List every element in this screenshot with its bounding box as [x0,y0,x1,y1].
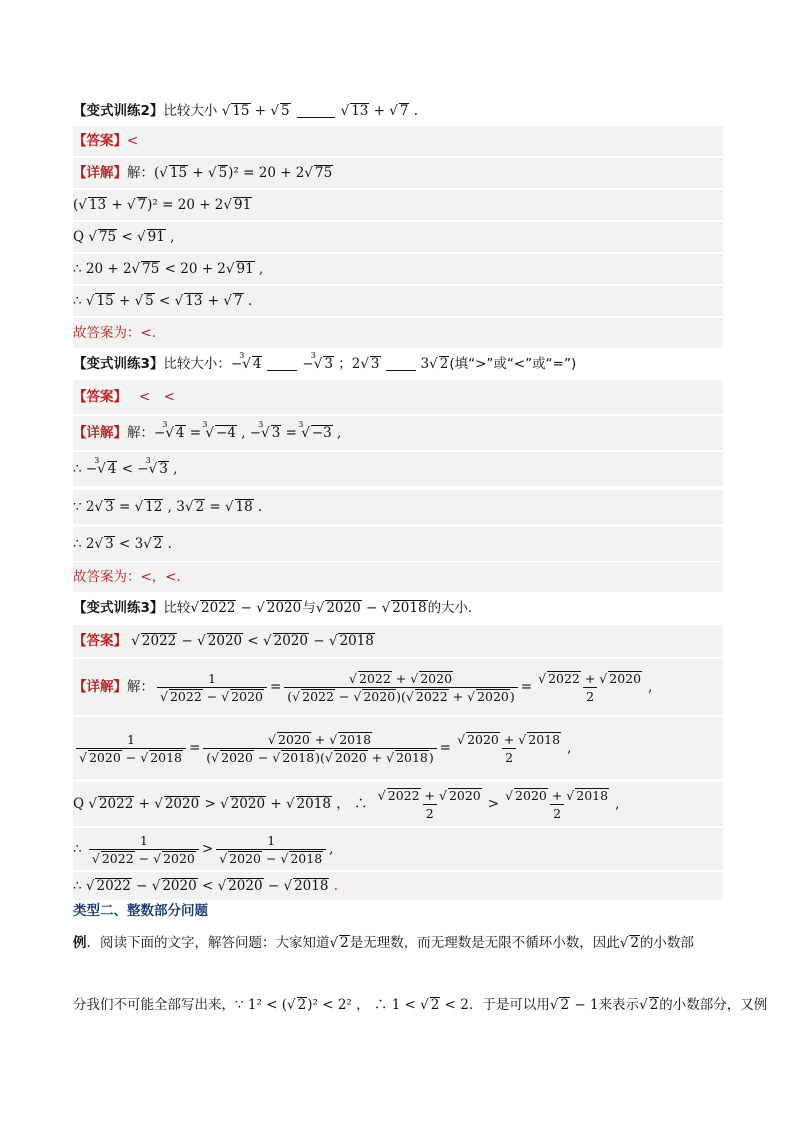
solve-label: 解： [127,424,154,441]
problem-3-prompt-end: 的大小． [427,600,482,616]
problem-3-detail-5 [73,872,723,900]
problem-1-prompt: 比较大小 [163,103,218,119]
problem-2-title-line [73,351,723,372]
section-heading: 类型二、整数部分问题 [73,903,208,919]
math-inline: √ 2 [619,935,639,951]
problem-1-detail-5 [73,286,723,316]
problem-3-detail-4: ∴ $\frac{1}{√ 2022 - √ 2020}$ > $\frac{1}{√ 2020 - √ 2018}$ , [73,828,723,870]
problem-2-conclusion [73,562,723,592]
math-line: ∵ 2√ 3 = √ 12 , 3√ 2 = √ 18 . [73,498,263,515]
problem-1-detail-3 [73,222,723,252]
math-line: (√ 13 + √ 7)² = 20 + 2√ 91 [73,196,252,213]
problem-2-detail-2 [73,452,723,486]
problem-2-prompt: 比较大小： [163,356,231,372]
problem-2-detail-3 [73,490,723,524]
math-inline: √ 2 [639,997,659,1013]
fraction: $\frac{1}{√ 2022 - √ 2020}$ [89,833,199,866]
problem-1-title-line [73,103,723,119]
fraction: $\frac{√ 2020 + √ 2018}{2}$ [505,787,609,821]
solve-label: 解： [127,164,154,181]
problem-2-answer [73,380,723,414]
expr-3: − 3 √ 4 [230,351,262,372]
answer-blank [267,358,297,371]
conclusion: 故答案为：<，<． [73,568,191,585]
problem-1-answer [73,126,723,156]
example-text-6: 来表示 [598,997,640,1013]
math-line: − 3 √ 4 = 3 √ −4 , − 3 √ 3 = 3 √ −3 , [154,419,342,441]
expr-1: √ 15 + √ 5 [217,103,290,119]
problem-1-conclusion [73,318,723,348]
math-inline: √ 2 [329,935,349,951]
problem-2-detail-4 [73,527,723,561]
example-text-7: 的小数部分，又例 [659,997,768,1013]
answer-label: 【答案】 [73,388,127,405]
math-line: ∴ [73,840,86,857]
fraction: $\frac{√ 2022 + √ 2020}{2}$ [538,670,642,704]
expr-6: √ 2022 − √ 2020 [190,600,302,616]
detail-label: 【详解】 [73,164,127,181]
example-text-3: 的小数部 [639,935,694,951]
math-inline: √ 2 − 1 [549,997,599,1013]
problem-2-hint: (填“>”或“<”或“=”) [449,356,577,372]
fraction: $\frac{1}{√ 2020 - √ 2018}$ [216,833,326,866]
math-line: Q √ 2022 + √ 2020 > √ 2020 + √ 2018 ， ∴ [73,795,372,812]
problem-1-detail-4 [73,254,723,284]
detail-label: 【详解】 [73,678,127,695]
problem-3-title-line [73,600,723,616]
answer-value: < [127,132,139,149]
math-line: ∴ − 3 √ 4 < − 3 √ 3 , [73,455,178,477]
math-line: ∴ √ 15 + √ 5 < √ 13 + √ 7 . [73,292,253,309]
math-line: Q √ 75 < √ 91 , [73,228,175,245]
answer-label: 【答案】 [73,132,127,149]
example-label: 例 [73,935,87,951]
fraction: $\frac{√ 2022 + √ 2020}{(√ 2022 - √ 2020)(√ 2022 + √ 2020)}$ [284,671,517,704]
detail-label: 【详解】 [73,424,127,441]
answer-blank [297,105,335,118]
example-line-2 [73,997,768,1013]
answer-value: < < [139,388,176,405]
fraction: $\frac{1}{√ 2020 - √ 2018}$ [76,732,186,765]
answer-value: √ 2022 − √ 2020 < √ 2020 − √ 2018 [127,632,374,649]
expr-7: √ 2020 − √ 2018 [315,600,427,616]
example-text-4: 分我们不可能全部写出来， [73,997,235,1013]
fraction: $\frac{1}{√ 2022 - √ 2020}$ [157,671,267,704]
answer-label: 【答案】 [73,632,127,649]
problem-3-detail-3: Q √ 2022 + √ 2020 > √ 2020 + √ 2018 ， ∴ $\frac{√ 2022 + √ 2020}{2}$ > $\frac{√ 2020 + √ 2018}{2}$ , [73,782,723,826]
fraction: $\frac{√ 2020 + √ 2018}{(√ 2020 - √ 2018)(√ 2020 + √ 2018)}$ [203,732,436,765]
answer-blank [386,358,416,371]
math-inline: ∵ 1² < (√ 2)² < 2² ， ∴ 1 < √ 2 < 2 [235,997,469,1013]
problem-3-detail-2: $\frac{1}{√ 2020 - √ 2018}$ = $\frac{√ 2020 + √ 2018}{(√ 2020 - √ 2018)(√ 2020 + √ 2018)}$ = $\frac{√ 2020 + √ 2018}{2}$ , [73,717,723,779]
fraction: $\frac{√ 2020 + √ 2018}{2}$ [457,731,561,765]
conclusion: 故答案为：<． [73,324,166,341]
math-line: ∴ 2√ 3 < 3√ 2 . [73,535,172,552]
solve-label: 解： [127,678,154,695]
expr-4: − 3 √ 3 ；2√ 3 [302,351,380,372]
expr-5: 3√ 2 [420,356,449,372]
example-text-1: ．阅读下面的文字，解答问题：大家知道 [86,935,330,951]
problem-3-answer [73,625,723,657]
math-line: ∴ √ 2022 − √ 2020 < √ 2020 − √ 2018 . [73,877,339,894]
math-line: ∴ 20 + 2√ 75 < 20 + 2√ 91 , [73,260,264,277]
problem-3-detail-1: 【详解】 解： $\frac{1}{√ 2022 - √ 2020}$ = $\frac{√ 2022 + √ 2020}{(√ 2022 - √ 2020)(√ 2022 + √ 2020)}$ = $\frac{√ 2022 + √ 2020}{2}$ , [73,659,723,715]
problem-3-prompt: 比较 [163,600,191,616]
problem-2-title: 【变式训练3】 [73,356,164,372]
expr-2: √ 13 + √ 7 . [340,103,419,119]
fraction: $\frac{√ 2022 + √ 2020}{2}$ [377,787,481,821]
problem-3-title: 【变式训练3】 [73,600,164,616]
problem-2-detail-1 [73,416,723,450]
problem-3-prompt-mid: 与 [302,600,316,616]
problem-1-detail-2 [73,190,723,220]
example-text-2: 是无理数，而无理数是无限不循环小数，因此 [349,935,620,951]
example-text-5: ．于是可以用 [468,997,550,1013]
problem-1-title: 【变式训练2】 [73,103,164,119]
math-line: (√ 15 + √ 5)² = 20 + 2√ 75 [154,164,333,181]
example-line-1 [73,935,723,951]
problem-1-detail-1 [73,158,723,188]
